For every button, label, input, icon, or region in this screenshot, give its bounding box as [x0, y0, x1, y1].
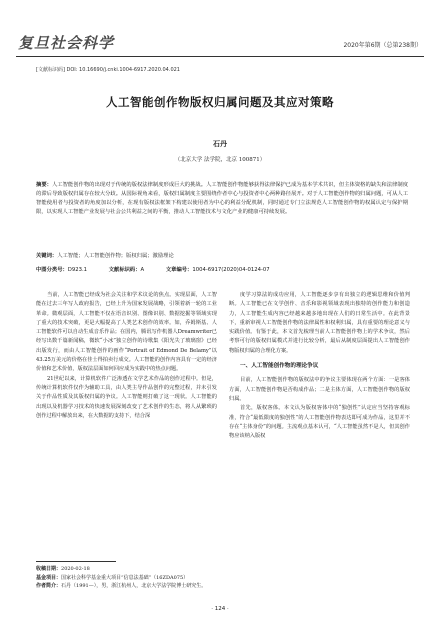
- classification-line: [36, 266, 408, 275]
- footnote-rule: [36, 561, 116, 562]
- issue-info: 2020年第6期（总第238期）: [343, 42, 422, 49]
- header-rule: [16, 56, 424, 57]
- document-code: 文献标识码：A: [108, 267, 145, 273]
- journal-logo: 复旦社会科学: [18, 34, 115, 52]
- journal-header: [0, 0, 440, 60]
- paper-title: 人工智能创作物版权归属问题及其应对策略: [106, 95, 334, 109]
- body-paragraph: 21世纪以来，计算机软件广泛渗透在文学艺术作品的创作过程中。但是，传统计算机软件仅作为辅助工具，由人类主导作品创作的完整过程，并未引发关于作品性质及其版权归属的争议。人工智能则打破了这一现状。人工智能的出现以及机器学习技术的快速发展深刻改变了艺术创作的生态，将人从繁琐的创作过程中解放出来，在大数据的支持下，结合深: [36, 375, 217, 419]
- clc-number: 中图分类号：D923.1: [36, 267, 88, 273]
- footnotes: [36, 565, 408, 591]
- keywords-label: 关键词：: [36, 253, 58, 259]
- doi-line: [文献标识码] DOI: 10.16690/j.cnki.1004-6917.2020.04.021: [36, 67, 180, 73]
- body-paragraph: 度学习算法的成功应用，人工智能逐步享有出独立的逻辑思维和价值判断。人工智能已在文学创作、音乐和影视领域表现出独特的创作能力和创造力，人工智能生成内容已经越来越多地出现在人们的日常生活中。在此背景下，重新审视人工智能创作物的法律属性和权利归属，具有重要的理论意义与实践价值。有鉴于此，本文首先梳理当前人工智能创作物上的学术争议，然后考察可行的版权归属模式并进行比较分析，最后从制度层面提出人工智能创作物版权归属的合理化方案。: [229, 292, 410, 354]
- abstract-text: 人工智能创作物的出现对于传统的版权法律制度形成巨大的挑战。人工智能创作物能够获得法律保护已成为基本学术共识，但主体资格的缺失和法律制度的滞后导致版权归属存在较大分歧。从国际视角来看，版权归属制度主要围绕作者中心与投资者中心两种路径展开。对于人工智能创作物的归属问题，可从人工智能使用者与投资者的角度加以分析，在现有版权法框架下构建以使用者为中心的利益分配机制，同时通过专门立法规范人工智能创作物的权属认定与保护期限，以实现人工智能产业发展与社会公共利益之间的平衡，推动人工智能技术与文化产业的健康可持续发展。: [36, 182, 408, 215]
- keywords-text: 人工智能；人工智能创作物；版权归属；激励理论: [57, 253, 174, 259]
- footnote-received: 收稿日期：2020-02-18: [36, 566, 90, 572]
- footnote-author-bio: 作者简介：石丹（1991—），男，浙江杭州人，北京大学法学院博士研究生。: [36, 583, 207, 589]
- page-number: · 124 ·: [211, 606, 229, 612]
- footnote-fund: 基金项目：国家社会科学基金重大项目“信息法基础”（16ZDA075）: [36, 574, 189, 581]
- body-paragraph: 目前，人工智能创作物的版权法中的争议主要体现在两个方面：一是客体方面，人工智能创作物是否构成作品；二是主体方面，人工智能创作物的版权归属。: [229, 377, 410, 402]
- body-paragraph: 当前，人工智能已经成为社会关注和学术议论的焦点。实现层面，人工智能在过去三年写人政府报告，已经上升为国家发展战略，引领着新一轮的工业革命。微观层面，人工智能不仅在语音识别、图像识别、数据挖掘等领域实现了重大的技术突破，更是大幅提高了人类艺术创作的效率。如，乔姆斯基、人工智能软件可以自动生成音乐作品；在国内，腾讯写作机器人Dreamwriter已经写出数千篇新闻稿，微软“小冰”独立创作的诗歌集《阳光失了玻璃窗》已经出版发行，而由人工智能创作的画作“Portrait of Edmond De Belamy”以43.25万美元的价格在佳士得拍卖行成交。人工智能的创作内容具有一定的经济价值和艺术价值，版权法层面如何回应成为实践中的热点问题。: [36, 292, 217, 373]
- abstract: [36, 181, 408, 217]
- body-paragraph: 首先，版权客体。本文认为版权客体中的“独创性”认定应当坚持客观标准，符合“最低限度的独创性”的人工智能创作物表达即可成为作品，这里并不存在“主体身份”的问题。主流观点基本认可，“人工智能虽然不是人，但其创作物应该纳入版权: [229, 405, 410, 440]
- section-heading: 一、人工智能创作物的理论争议: [240, 363, 319, 370]
- body-column-right: [229, 291, 410, 441]
- author-name: 石丹: [213, 139, 227, 148]
- keywords: [36, 252, 408, 261]
- article-id: 文章编号：1004-6917(2020)04-0124-07: [165, 267, 270, 273]
- abstract-label: 摘要：: [36, 182, 52, 188]
- body-column-left: [36, 291, 217, 421]
- author-affiliation: （北京大学 法学院，北京 100871）: [174, 157, 266, 163]
